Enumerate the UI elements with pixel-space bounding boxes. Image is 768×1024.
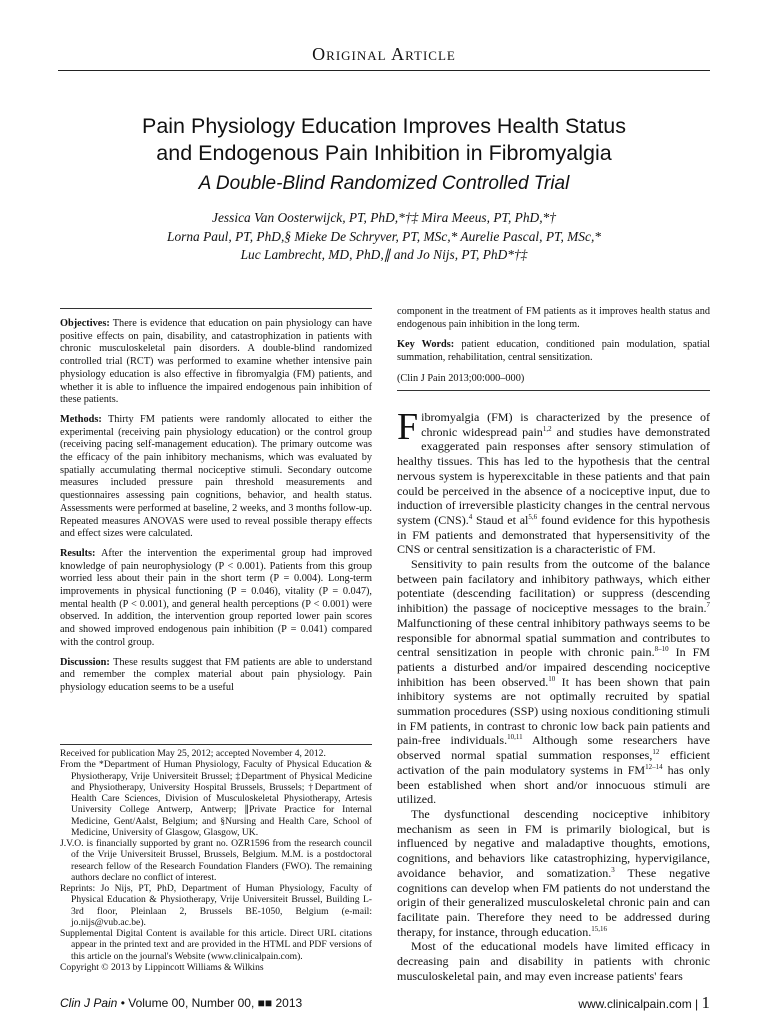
footnote: Received for publication May 25, 2012; accepted November 4, 2012. xyxy=(60,748,326,759)
citation-ref: 15,16 xyxy=(591,924,607,933)
page-footer-right xyxy=(578,993,710,1013)
text-run: It has been shown that pain inhibitory systems are not optimally recruited by spatial summation procedures (SSP) using noxious conditioning stimuli in FM patients, in contrast to chronic low back pain patients and pain-free individuals. xyxy=(397,674,710,748)
title-line-2: and Endogenous Pain Inhibition in Fibromyalgia xyxy=(156,141,612,165)
text-run: has only been established when short and/or innocuous stimuli are utilized. xyxy=(397,762,710,807)
citation-ref: 5,6 xyxy=(528,512,538,521)
citation-ref: 8–10 xyxy=(654,645,669,654)
citation: (Clin J Pain 2013;00:000–000) xyxy=(397,372,525,384)
citation-ref: 7 xyxy=(706,601,710,610)
title-line-1: Pain Physiology Education Improves Health Status xyxy=(141,114,626,138)
author-line: Luc Lambrecht, MD, PhD,∥ and Jo Nijs, PT, PhD*†‡ xyxy=(240,247,528,262)
drop-cap: F xyxy=(397,406,419,448)
citation-ref: 12–14 xyxy=(645,762,663,771)
keywords-text: patient education, conditioned pain modulation, spatial summation, rehabilitation, central sensitization. xyxy=(397,339,710,364)
body-paragraph xyxy=(397,557,710,807)
author-list xyxy=(60,209,708,265)
abstract-objectives xyxy=(60,318,372,407)
journal-footer xyxy=(60,996,302,1010)
methods-label: Methods: xyxy=(60,413,102,425)
text-run: Staud et al xyxy=(472,512,529,527)
journal-website: www.clinicalpain.com | xyxy=(578,997,699,1011)
citation-ref: 10 xyxy=(548,674,556,683)
text-run: found evidence for this hypothesis in FM patients and demonstrated that hypersensitivity of the CNS or central sensitization is a characteristic of FM. xyxy=(397,512,710,557)
body-paragraph: Most of the educational models have limited efficacy in decreasing pain and disability in patients with chronic musculoskeletal pain, and may even increase patients' fears xyxy=(397,939,710,983)
body-rule xyxy=(397,390,710,391)
methods-text: Thirty FM patients were randomly allocated to either the experimental (receiving pain physiology education) or the control group (receiving pacing self-management education). The primary outcome was the efficacy of the pain inhibitory mechanisms, which was evaluated by spatially accumulating thermal nociceptive stimuli. Secondary outcome measures included pressure pain threshold measurements and questionnaires assessing pain cognitions, behavior, and health status. Assessments were performed at baseline, 2 weeks, and 3 months follow-up. Repeated measures ANOVAS were used to reveal possible therapy effects and effect sizes were calculated. xyxy=(60,413,373,540)
keywords-label: Key Words: xyxy=(397,339,455,351)
text-run: ibromyalgia (FM) is characterized by the presence of chronic widespread pain xyxy=(421,410,710,439)
text-run: Malfunctioning of these central inhibitory pathways seems to be responsible for abnormal spatial summation and contributes to central sensitization in people with chronic pain. xyxy=(397,615,710,660)
citation-ref: 10,11 xyxy=(507,733,523,742)
text-run: and studies have demonstrated exaggerated pain responses after sensory stimulation of healthy tissues. This has led to the hypothesis that the central nervous system is hyperexcitable in these patients and that pain could be perceived in the absence of a nociceptive input, due to induction of irreversible plasticity changes in the central nervous system (CNS). xyxy=(397,424,710,527)
text-run: The dysfunctional descending nociceptive inhibitory mechanism as seen in FM is primarily biological, but is influenced by negative and maladaptive thoughts, emotions, cognitions, and behaviors like catastrophizing, hypervigilance, avoidance behavior, and somatization. xyxy=(397,806,710,880)
abstract-continuation xyxy=(397,306,710,394)
footnote: Supplemental Digital Content is available for this article. Direct URL citations appear in the printed text and are provided in the HTML and PDF versions of this article on the journal's Website (www.clinicalpain.com). xyxy=(60,928,372,962)
journal-name: Clin J Pain xyxy=(60,996,118,1010)
abstract-discussion xyxy=(60,657,372,695)
issue-info: • Volume 00, Number 00, ■■ 2013 xyxy=(120,996,303,1010)
text-run: efficient activation of the pain modulatory systems in FM xyxy=(397,748,710,777)
section-label: Original Article xyxy=(312,44,456,64)
abstract xyxy=(60,318,372,702)
discussion-continued: component in the treatment of FM patients as it improves health status and endogenous pain inhibition in the long term. xyxy=(397,306,710,330)
citation-ref: 12 xyxy=(652,748,660,757)
keywords xyxy=(397,339,710,364)
text-run: Although some researchers have observed normal spatial summation responses, xyxy=(397,733,710,763)
body-paragraph xyxy=(397,807,710,939)
citation-ref: 4 xyxy=(468,512,473,521)
objectives-text: There is evidence that education on pain physiology can have positive effects on pain, disability, and catastrophization in patients with chronic musculoskeletal pain disorders. A double-blind randomized controlled trial (RCT) was performed to examine whether intensive pain physiology education is also effective in fibromyalgia (FM) patients, and whether it is able to influence the impaired endogenous pain inhibition of these patients. xyxy=(60,318,372,406)
page-number: 1 xyxy=(701,993,710,1012)
abstract-results xyxy=(60,548,372,650)
abstract-rule xyxy=(60,308,372,309)
header-rule xyxy=(58,70,710,71)
footnote: J.V.O. is financially supported by grant no. OZR1596 from the research council of the Vrije Universiteit Brussel, Brussels, Belgium. M.M. is a postdoctoral research fellow of the Research Foundation Flanders (FWO). The remaining authors declare no conflict of interest. xyxy=(60,838,372,883)
body-paragraph xyxy=(397,406,710,557)
abstract-methods xyxy=(60,414,372,541)
author-line: Jessica Van Oosterwijck, PT, PhD,*†‡ Mira Meeus, PT, PhD,*† xyxy=(212,210,556,225)
results-label: Results: xyxy=(60,547,96,559)
discussion-label: Discussion: xyxy=(60,656,110,668)
footnotes xyxy=(60,748,372,973)
footnote: From the *Department of Human Physiology, Faculty of Physical Education & Physiotherapy, Vrije Universiteit Brussel; ‡Department of Physical Medicine and Physiotherapy, University Hospital Brussels, Brussels; †Department of Health Care Sciences, Division of Musculoskeletal Physiotherapy, Artesis University College Antwerp, Antwerp; ∥Private Practice for Internal Medicine, Gent/Aalst, Belgium; and §Nursing and Health Care, School of Medicine, University of Glasgow, Glasgow, UK. xyxy=(60,759,372,838)
text-run: These negative cognitions can develop when FM patients do not understand the origin of their generalized musculoskeletal chronic pain and can facilitate pain. Therefore they need to be addressed during therapy, for instance, through education. xyxy=(397,865,710,939)
footnote-rule xyxy=(60,744,372,745)
results-text: After the intervention the experimental group had improved knowledge of pain neurophysiology (P < 0.001). Patients from this group worried less about their pain in the short term (P = 0.004). Long-term improvements in physical functioning (P = 0.046), vitality (P = 0.047), mental health (P < 0.001), and general health perceptions (P < 0.001) were observed. In addition, the intervention group reported lower pain scores and showed improved endogenous pain inhibition (P = 0.041) compared with the control group. xyxy=(60,547,372,648)
footnote: Copyright © 2013 by Lippincott Williams & Wilkins xyxy=(60,961,264,973)
article-title xyxy=(60,113,708,167)
footnote: Reprints: Jo Nijs, PT, PhD, Department of Human Physiology, Faculty of Physical Education & Physiotherapy, Vrije Universiteit Brussel, Building L-3rd floor, Pleinlaan 2, Brussels BE-1050, Belgium (e-mail: jo.nijs@vub.ac.be). xyxy=(60,883,372,928)
text-run: Sensitivity to pain results from the outcome of the balance between pain facilatory and inhibitory pathways, which either potentiate (descending facilitation) or suppress (descending inhibition) the passage of nociceptive messages to the brain. xyxy=(397,557,710,616)
citation-ref: 3 xyxy=(611,865,615,874)
discussion-text: These results suggest that FM patients are able to understand and remember the complex material about pain physiology. Pain physiology education seems to be a useful xyxy=(60,656,372,693)
article-subtitle: A Double-Blind Randomized Controlled Trial xyxy=(198,173,570,194)
citation-ref: 1,2 xyxy=(542,424,552,433)
author-line: Lorna Paul, PT, PhD,§ Mieke De Schryver, PT, MSc,* Aurelie Pascal, PT, MSc,* xyxy=(167,228,601,244)
body-text xyxy=(397,406,710,983)
text-run: In FM patients a disturbed and/or impaired descending nociceptive inhibition has been observed. xyxy=(397,645,710,689)
objectives-label: Objectives: xyxy=(60,318,110,329)
